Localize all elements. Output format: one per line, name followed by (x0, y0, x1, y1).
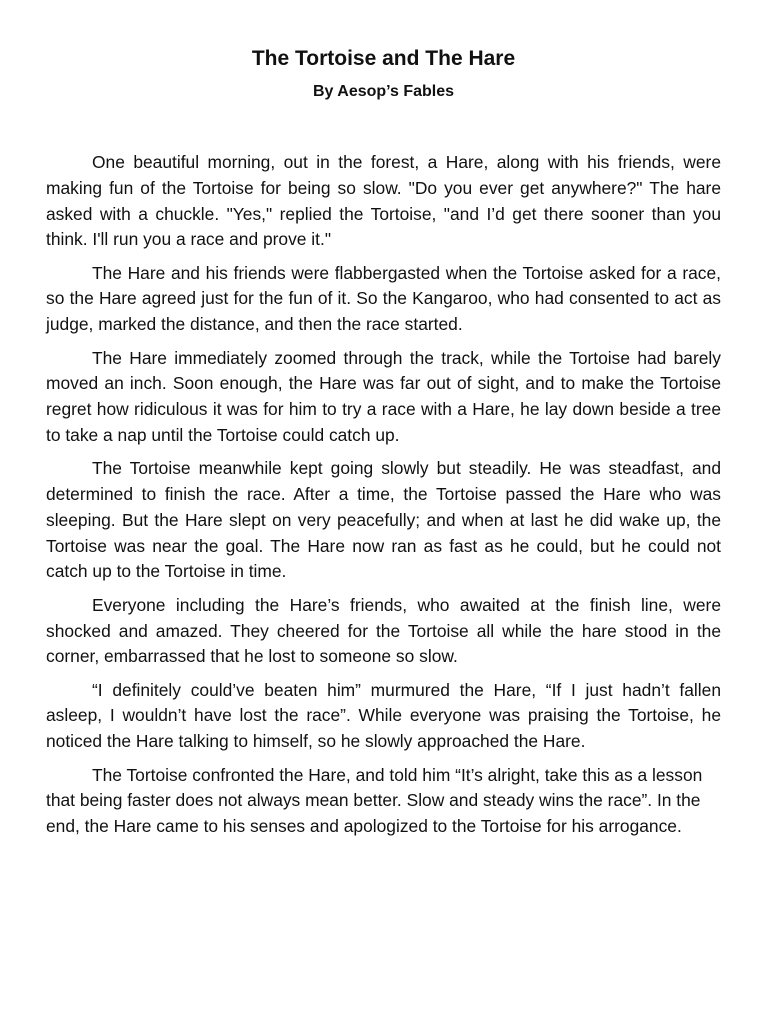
story-paragraph-7: The Tortoise confronted the Hare, and told him “It’s alright, take this as a lesson that being faster does not always mean better. Slow and steady wins the race”. In the end, the Hare came to his senses and apologized to the Tortoise for his arrogance. (46, 764, 703, 837)
story-paragraph-6: “I definitely could’ve beaten him” murmured the Hare, “If I just hadn’t fallen asleep, I wouldn’t have lost the race”. While everyone was praising the Tortoise, he noticed the Hare talking to himself, so he slowly approached the Hare. (46, 679, 721, 752)
document-title: The Tortoise and The Hare (251, 47, 516, 70)
document-byline: By Aesop’s Fables (312, 83, 455, 100)
story-paragraph-3: The Hare immediately zoomed through the track, while the Tortoise had barely moved an inch. Soon enough, the Hare was far out of sight, and to make the Tortoise regret how ridiculous it was for him to try a race with a Hare, he lay down beside a tree to take a nap until the Tortoise could catch up. (46, 347, 721, 445)
story-body (46, 150, 721, 840)
story-paragraph-2: The Hare and his friends were flabbergasted when the Tortoise asked for a race, so the Hare agreed just for the fun of it. So the Kangaroo, who had consented to act as judge, marked the distance, and then the race started. (46, 262, 721, 335)
story-paragraph-5: Everyone including the Hare’s friends, who awaited at the finish line, were shocked and amazed. They cheered for the Tortoise all while the hare stood in the corner, embarrassed that he lost to someone so slow. (46, 594, 721, 667)
story-paragraph-1: One beautiful morning, out in the forest, a Hare, along with his friends, were making fun of the Tortoise for being so slow. "Do you ever get anywhere?" The hare asked with a chuckle. "Yes," replied the Tortoise, "and I’d get there sooner than you think. I'll run you a race and prove it." (46, 152, 721, 250)
story-paragraph-4: The Tortoise meanwhile kept going slowly but steadily. He was steadfast, and determined to finish the race. After a time, the Tortoise passed the Hare who was sleeping. But the Hare slept on very peacefully; and when at last he did wake up, the Tortoise was near the goal. The Hare now ran as fast as he could, but he could not catch up to the Tortoise in time. (46, 458, 721, 582)
